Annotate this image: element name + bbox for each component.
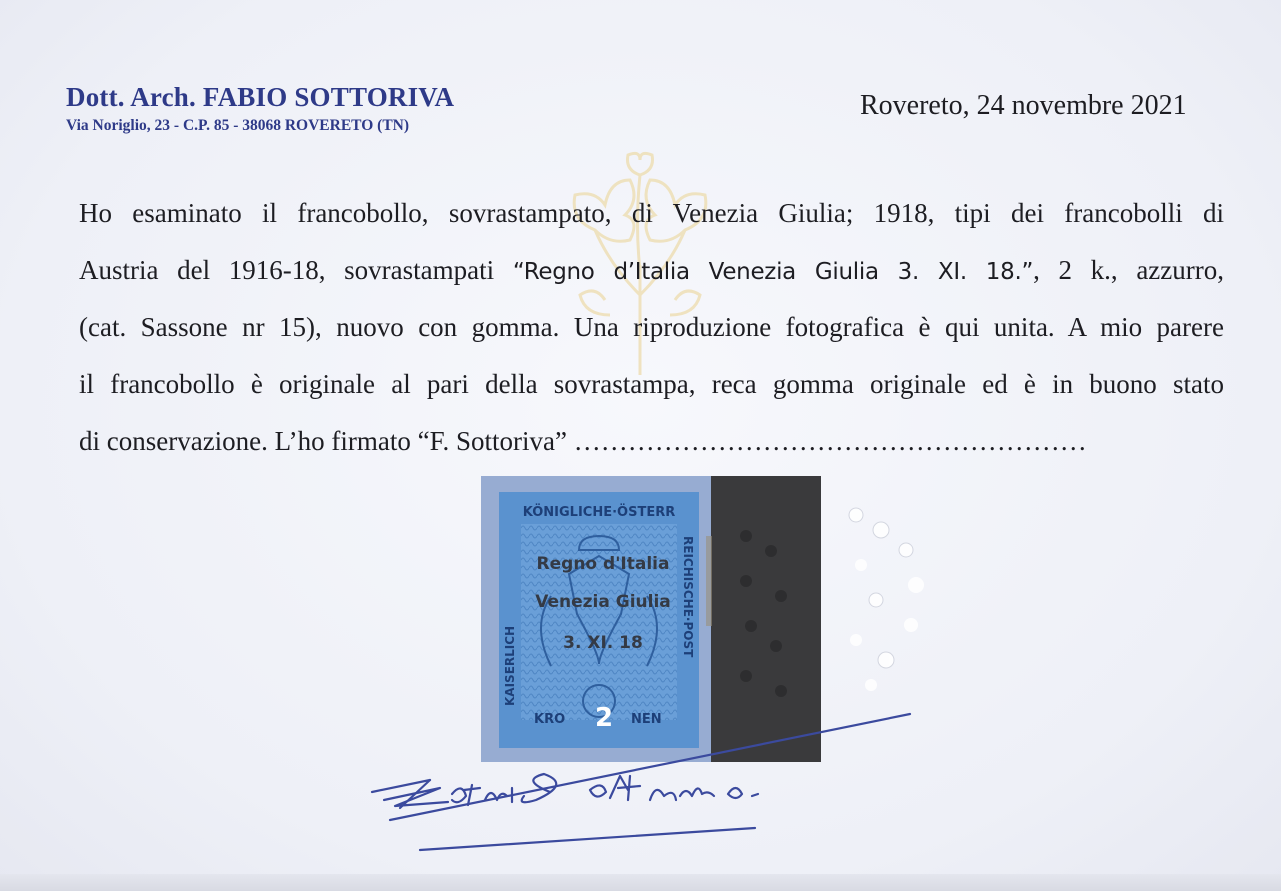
overprint-line-3: 3. XI. 18 [563, 633, 643, 653]
overprint-line-1: Regno d'Italia [536, 554, 670, 574]
sender-name: Dott. Arch. FABIO SOTTORIVA [66, 82, 455, 112]
stamp-frame-top-text: KÖNIGLICHE·ÖSTERR [522, 505, 676, 520]
body-line-2-start: Austria del 1916-18, sovrastampati [79, 255, 495, 285]
certificate-body [79, 189, 1224, 474]
place-date: Rovereto, 24 novembre 2021 [860, 90, 1187, 121]
stamp-stain [706, 536, 712, 626]
body-line-2 [79, 246, 1224, 303]
stamp-frame-right-text: REICHISCHE·POST [681, 536, 695, 658]
body-line-5 [79, 417, 1224, 474]
sender-address: Via Noriglio, 23 - C.P. 85 - 38068 ROVERETO (TN) [66, 117, 410, 134]
body-line-5-dots: ………………………………………………… [573, 426, 1087, 456]
stamp-frame-left-text: KAISERLICH [503, 625, 517, 706]
body-line-5-text: di conservazione. L’ho firmato “F. Sottoriva” [79, 426, 574, 456]
embossed-seal [826, 495, 936, 695]
signature [360, 710, 920, 860]
sheet-bottom-edge [0, 874, 1281, 891]
stamp-value-digit: 2 [594, 703, 614, 733]
stamp-value-right: NEN [631, 712, 662, 727]
body-line-3: (cat. Sassone nr 15), nuovo con gomma. Una riproduzione fotografica è qui unita. A mio parere [79, 312, 1224, 342]
body-line-4: il francobollo è originale al pari della sovrastampa, reca gomma originale ed è in buono stato [79, 369, 1224, 399]
overprint-quote: “Regno d’Italia Venezia Giulia 3. XI. 18.” [512, 259, 1034, 285]
stamp-value-left: KRO [534, 712, 566, 727]
body-line-2-end: , 2 k., azzurro, [1033, 255, 1224, 285]
overprint-line-2: Venezia Giulia [535, 592, 671, 612]
body-line-1: Ho esaminato il francobollo, sovrastampato, di Venezia Giulia; 1918, tipi dei francobolli di [79, 198, 1224, 228]
